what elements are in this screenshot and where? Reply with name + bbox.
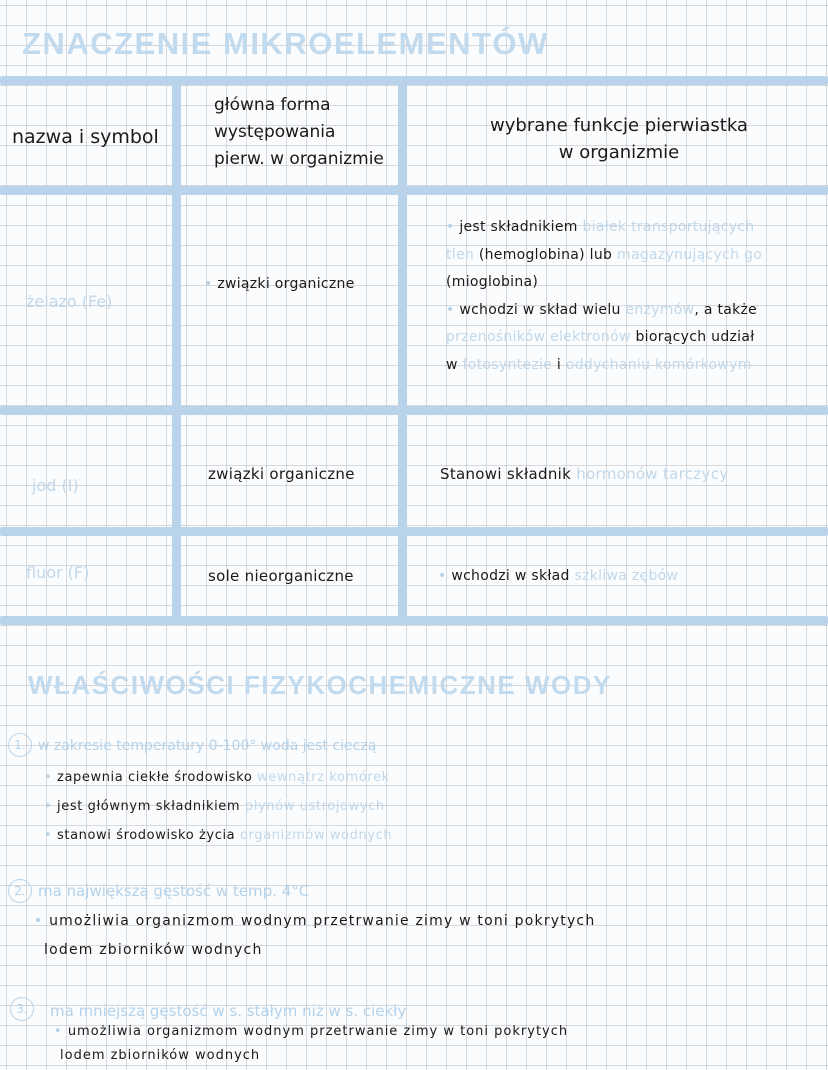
point-1-item-3: • stanowi środowisko życia organizmów wodnych bbox=[44, 828, 393, 843]
function-line: (mioglobina) bbox=[446, 274, 539, 290]
form-fluorine: sole nieorganiczne bbox=[208, 567, 354, 585]
point-number-2: 2. bbox=[8, 879, 32, 903]
table-rule-top bbox=[0, 76, 828, 85]
section-title-microelements: ZNACZENIE MIKROELEMENTÓW bbox=[22, 26, 549, 61]
table-column-divider-2 bbox=[398, 78, 407, 624]
table-rule-bottom bbox=[0, 616, 828, 625]
function-line: tlen (hemoglobina) lub magazynujących go bbox=[446, 246, 763, 263]
element-name-iron: żelazo (Fe) bbox=[26, 292, 113, 311]
column-header-form: główna forma występowania pierw. w organizmie bbox=[214, 95, 384, 169]
element-name-iodine: jod (I) bbox=[32, 476, 79, 495]
element-name-fluorine: fluor (F) bbox=[26, 563, 90, 582]
point-3-item-line-2: lodem zbiorników wodnych bbox=[60, 1048, 261, 1063]
table-column-divider-1 bbox=[172, 78, 181, 624]
functions-fluorine: • wchodzi w skład szkliwa zębów bbox=[438, 568, 679, 584]
functions-iron bbox=[446, 214, 826, 379]
function-line: w fotosyntezie i oddychaniu komórkowym bbox=[446, 356, 752, 373]
point-number-3: 3. bbox=[10, 997, 34, 1021]
form-iodine: związki organiczne bbox=[208, 465, 355, 483]
point-3-heading: ma mniejszą gęstość w s. stałym niż w s. ciekły bbox=[50, 1002, 407, 1020]
point-1-item-2: • jest głównym składnikiem płynów ustrojowych bbox=[44, 799, 385, 814]
point-2-item-line-1: • umożliwia organizmom wodnym przetrwanie zimy w toni pokrytych bbox=[34, 913, 596, 929]
table-rule-row1 bbox=[0, 406, 828, 415]
point-2-item-line-2: lodem zbiorników wodnych bbox=[44, 942, 263, 958]
functions-iodine: Stanowi składnik hormonów tarczycy bbox=[440, 465, 729, 483]
table-rule-row2 bbox=[0, 527, 828, 536]
point-3-item-line-1: • umożliwia organizmom wodnym przetrwanie zimy w toni pokrytych bbox=[54, 1024, 569, 1039]
column-header-name: nazwa i symbol bbox=[12, 126, 159, 148]
function-line: przenośników elektronów biorących udział bbox=[446, 329, 755, 345]
section-title-water-properties: WŁAŚCIWOŚCI FIZYKOCHEMICZNE WODY bbox=[28, 670, 612, 700]
function-line: • wchodzi w skład wielu enzymów, a także bbox=[446, 301, 758, 318]
point-2-heading: ma największą gęstość w temp. 4°C bbox=[38, 882, 310, 900]
form-iron: • związki organiczne bbox=[204, 276, 355, 292]
point-number-1: 1. bbox=[8, 733, 32, 757]
table-rule-header bbox=[0, 186, 828, 195]
function-line: • jest składnikiem białek transportujących bbox=[446, 219, 755, 235]
point-1-heading: w zakresie temperatury 0-100° woda jest cieczą bbox=[38, 738, 377, 754]
point-1-item-1: • zapewnia ciekłe środowisko wewnątrz komórek bbox=[44, 770, 390, 785]
column-header-functions: wybrane funkcje pierwiastka w organizmie bbox=[490, 115, 748, 163]
